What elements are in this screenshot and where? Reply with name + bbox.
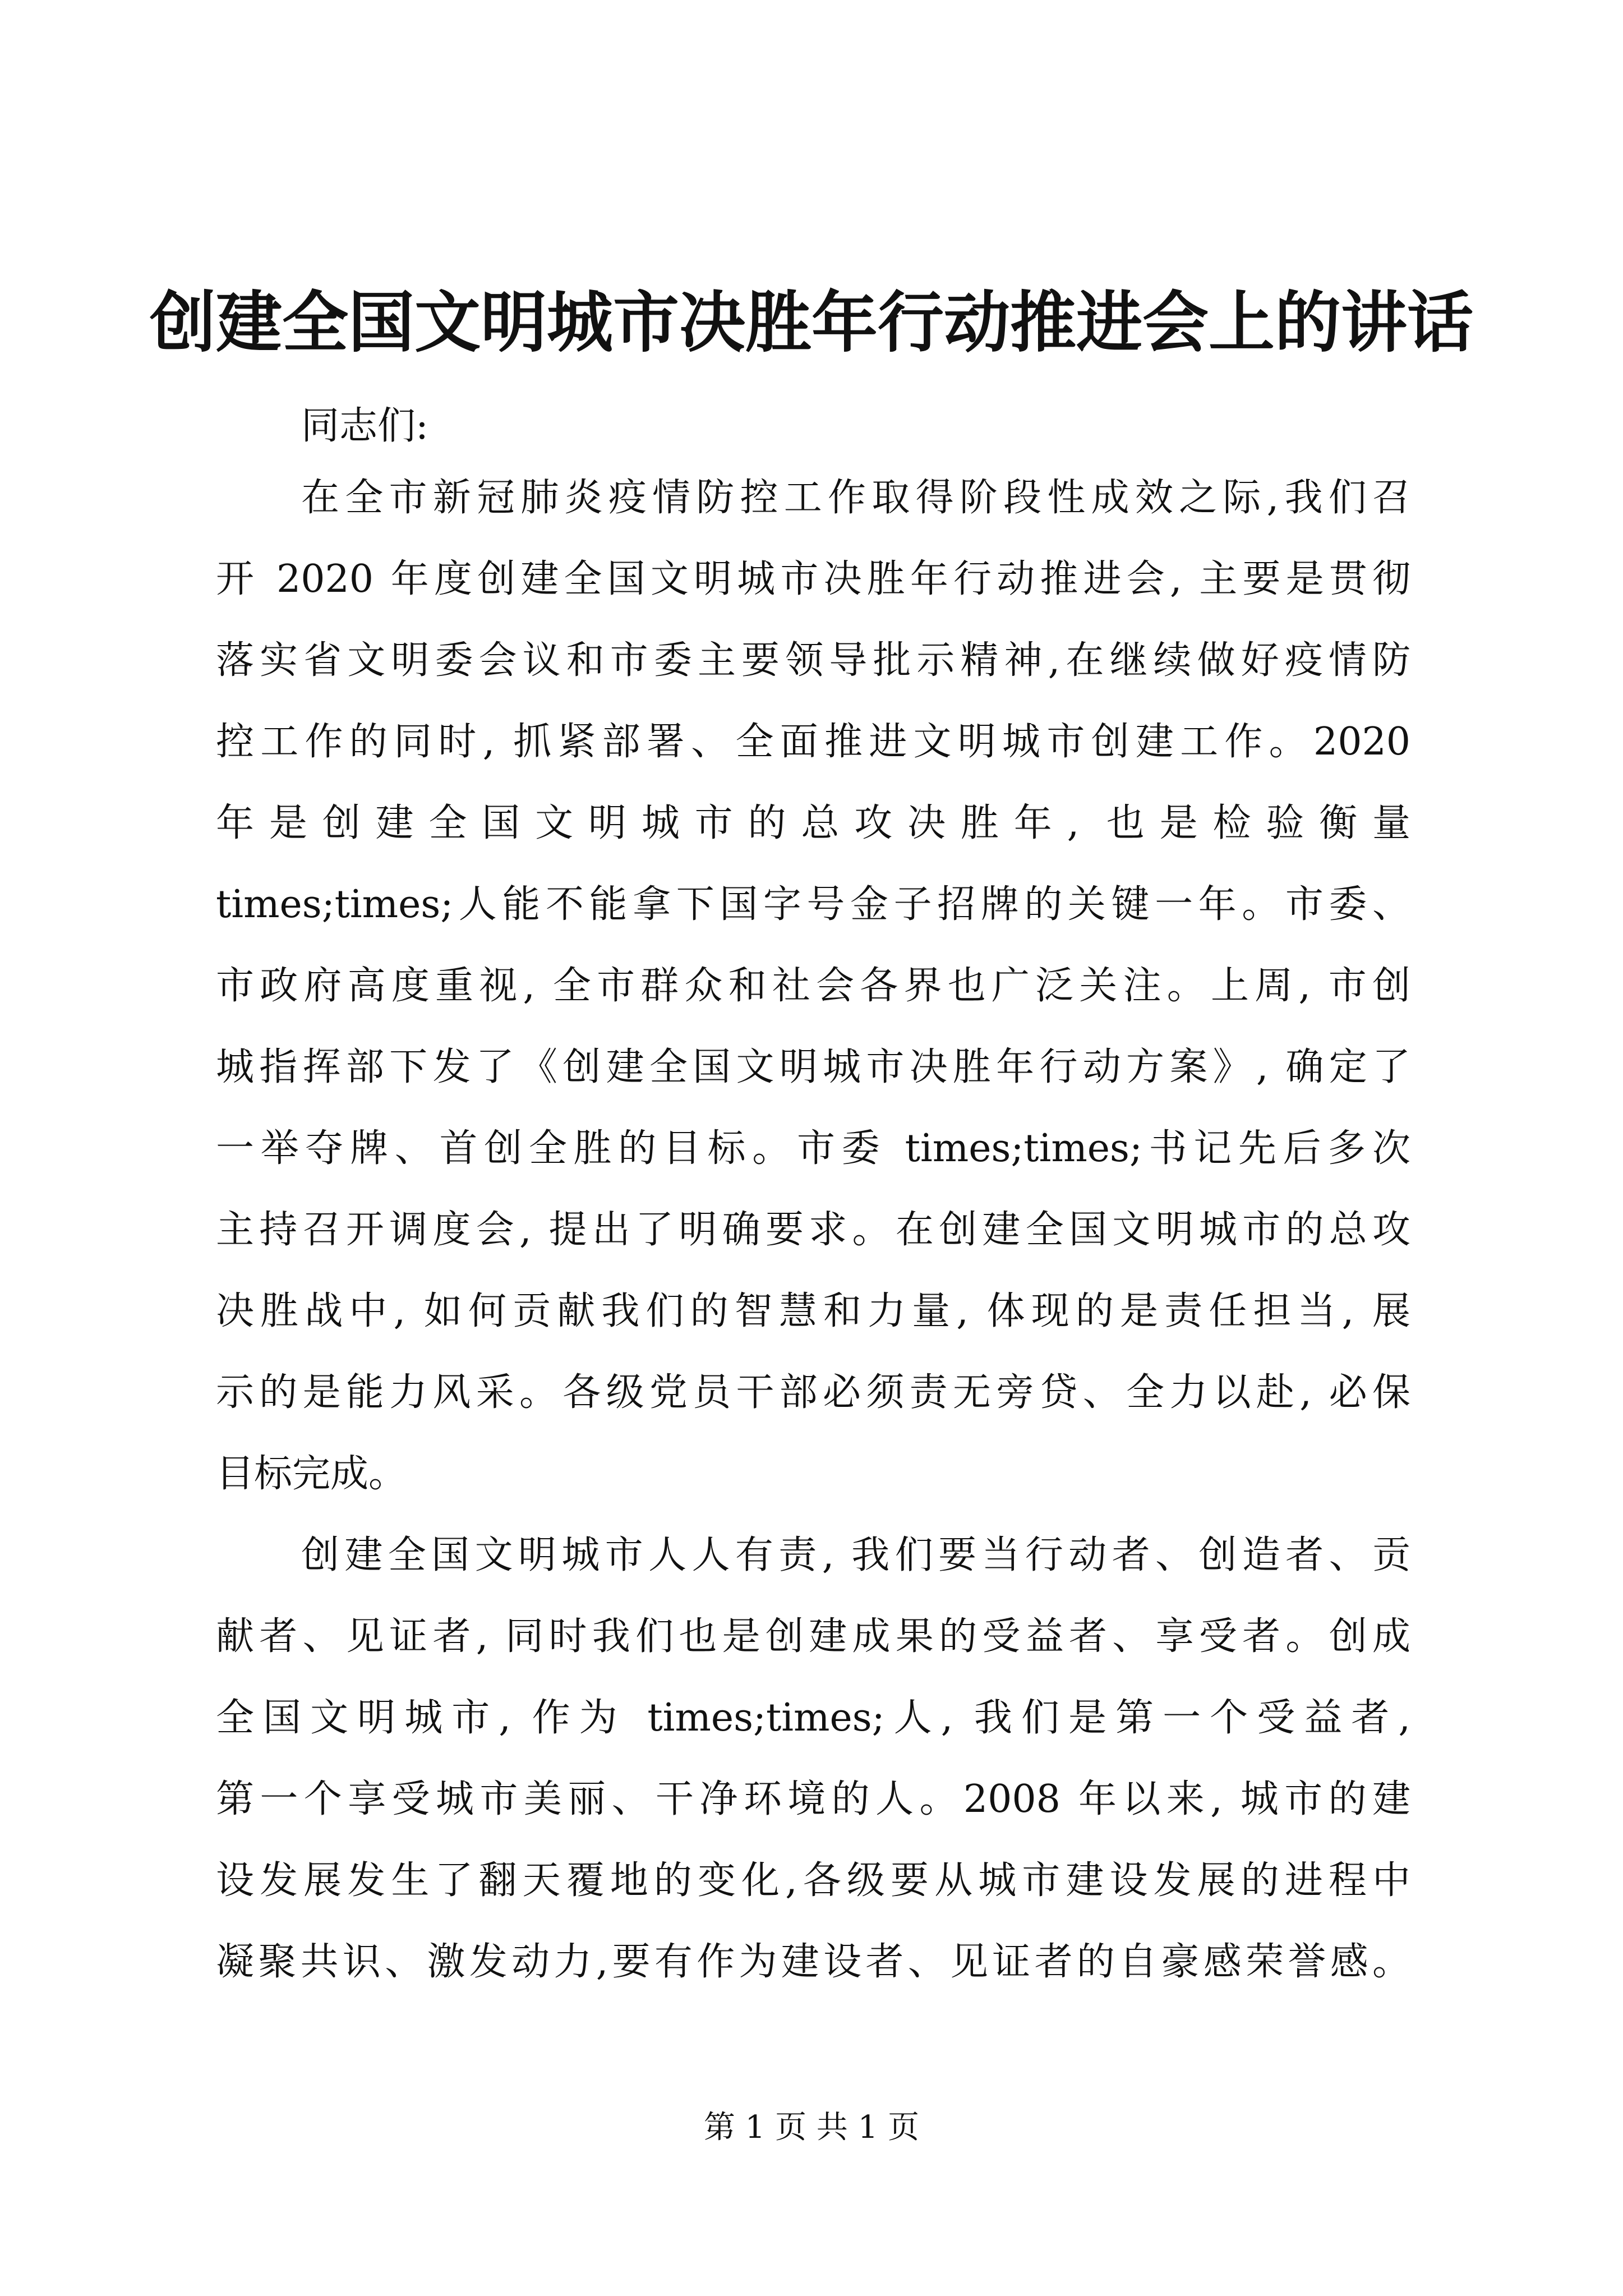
paragraph-1-line: 示的是能力风采。各级党员干部必须责无旁贷、全力以赴, 必保: [216, 1370, 1410, 1415]
page-footer: 第 1 页 共 1 页: [703, 2109, 920, 2146]
paragraph-1-line: 在全市新冠肺炎疫情防控工作取得阶段性成效之际,我们召: [301, 476, 1410, 520]
paragraph-2-line: 创建全国文明城市人人有责, 我们要当行动者、创造者、贡: [301, 1533, 1410, 1577]
paragraph-2-line: 设发展发生了翻天覆地的变化,各级要从城市建设发展的进程中: [216, 1858, 1410, 1903]
salutation: 同志们:: [301, 404, 428, 448]
paragraph-1-line: 开 2020 年度创建全国文明城市决胜年行动推进会, 主要是贯彻: [216, 557, 1410, 601]
paragraph-1-line: 年是创建全国文明城市的总攻决胜年, 也是检验衡量: [216, 801, 1410, 845]
document-title: 创建全国文明城市决胜年行动推进会上的讲话: [149, 283, 1473, 361]
paragraph-1-line: times;times;人能不能拿下国字号金子招牌的关键一年。市委、: [216, 882, 1410, 927]
paragraph-1-line: 控工作的同时, 抓紧部署、全面推进文明城市创建工作。2020: [216, 720, 1410, 764]
paragraph-1-line: 目标完成。: [216, 1452, 407, 1496]
paragraph-2-line: 全国文明城市, 作为 times;times;人, 我们是第一个受益者,: [216, 1696, 1410, 1740]
paragraph-2-line: 献者、见证者, 同时我们也是创建成果的受益者、享受者。创成: [216, 1614, 1410, 1659]
paragraph-1-line: 一举夺牌、首创全胜的目标。市委 times;times;书记先后多次: [216, 1126, 1410, 1171]
paragraph-1-line: 市政府高度重视, 全市群众和社会各界也广泛关注。上周, 市创: [216, 964, 1410, 1008]
paragraph-1-line: 落实省文明委会议和市委主要领导批示精神,在继续做好疫情防: [216, 638, 1410, 683]
paragraph-2-line: 凝聚共识、激发动力,要有作为建设者、见证者的自豪感荣誉感。: [216, 1940, 1410, 1984]
paragraph-2-line: 第一个享受城市美丽、干净环境的人。2008 年以来, 城市的建: [216, 1777, 1410, 1821]
paragraph-1-line: 主持召开调度会, 提出了明确要求。在创建全国文明城市的总攻: [216, 1208, 1410, 1252]
paragraph-1-line: 城指挥部下发了《创建全国文明城市决胜年行动方案》, 确定了: [216, 1045, 1410, 1089]
paragraph-1-line: 决胜战中, 如何贡献我们的智慧和力量, 体现的是责任担当, 展: [216, 1289, 1410, 1333]
